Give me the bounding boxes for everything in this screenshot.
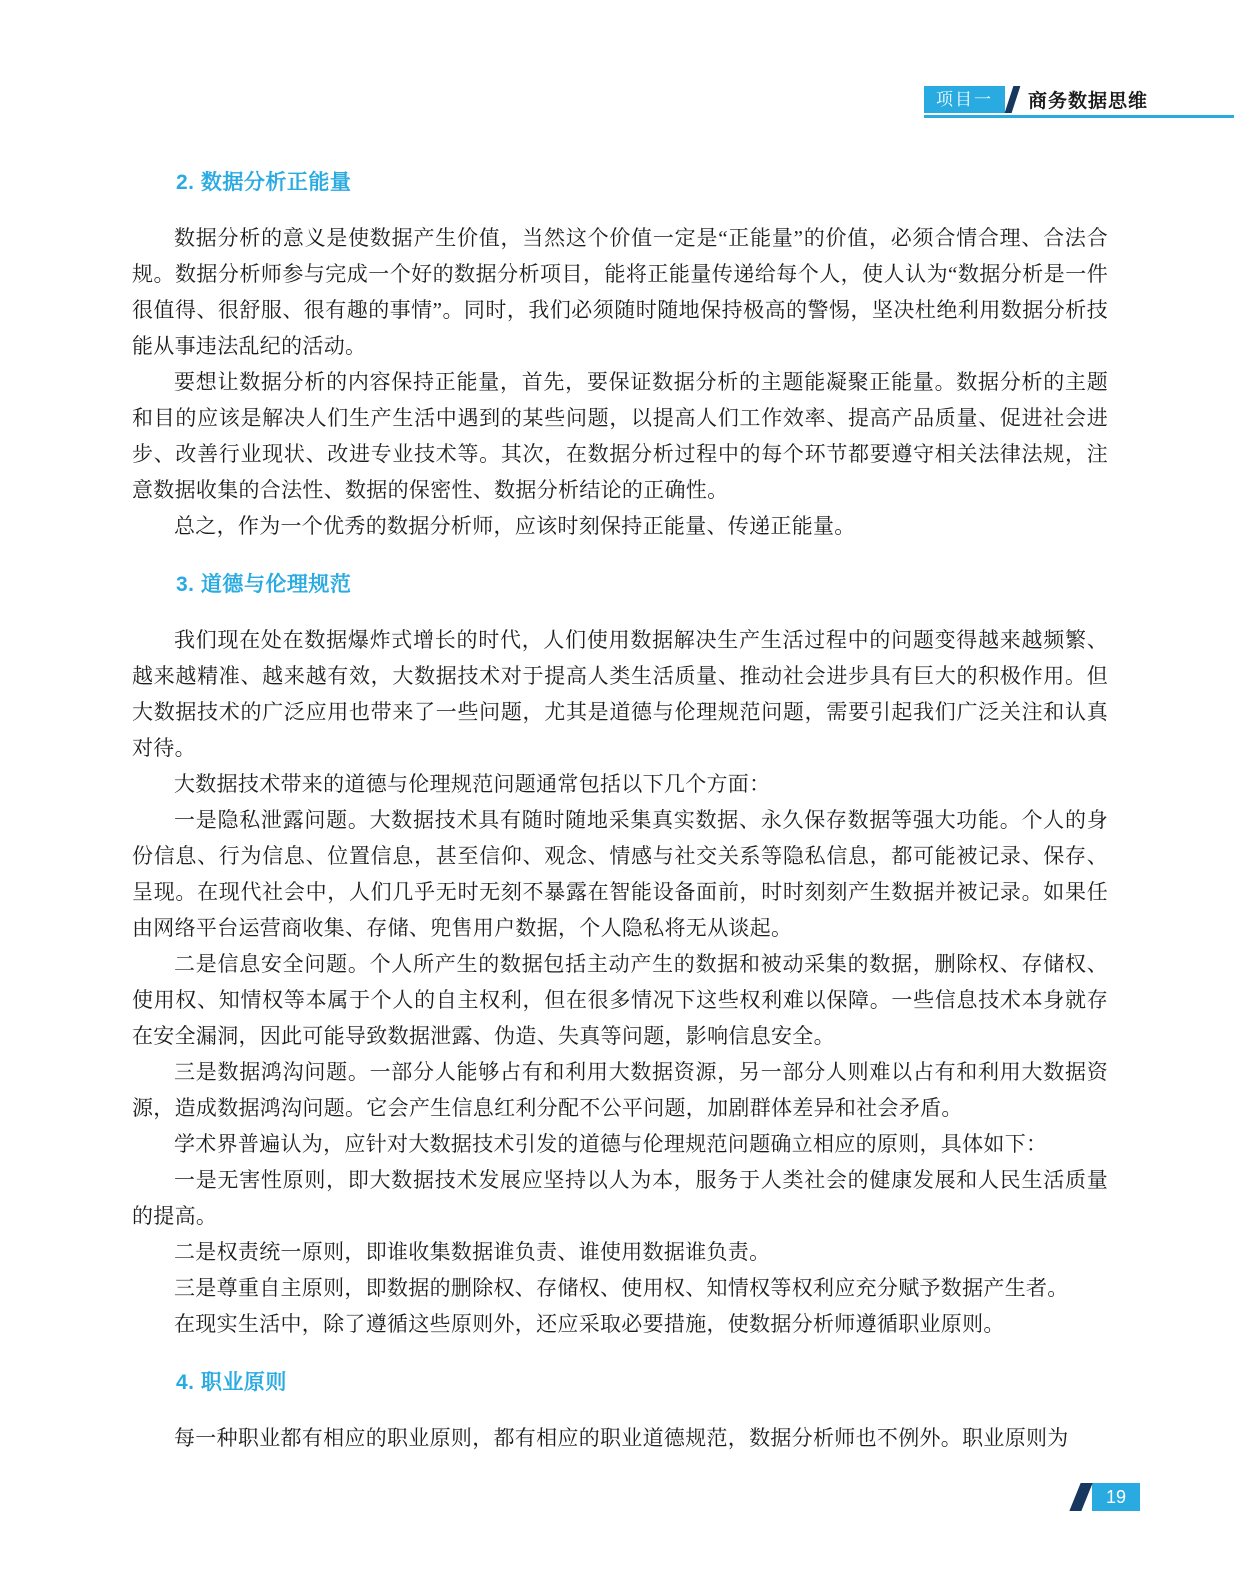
paragraph: 一是无害性原则，即大数据技术发展应坚持以人为本，服务于人类社会的健康发展和人民生活质量的提高。 [132, 1168, 1108, 1228]
badge-notch-icon [1005, 86, 1021, 113]
paragraph: 我们现在处在数据爆炸式增长的时代，人们使用数据解决生产生活过程中的问题变得越来越频繁、越来越精准、越来越有效，大数据技术对于提高人类生活质量、推动社会进步具有巨大的积极作用。但大数据技术的广泛应用也带来了一些问题，尤其是道德与伦理规范问题，需要引起我们广泛关注和认真对待。 [132, 628, 1108, 760]
page-header [924, 86, 1234, 120]
paragraph: 大数据技术带来的道德与伦理规范问题通常包括以下几个方面： [174, 772, 771, 796]
paragraph: 在现实生活中，除了遵循这些原则外，还应采取必要措施，使数据分析师遵循职业原则。 [174, 1312, 1005, 1336]
paragraph: 二是信息安全问题。个人所产生的数据包括主动产生的数据和被动采集的数据，删除权、存储权、使用权、知情权等本属于个人的自主权利，但在很多情况下这些权利难以保障。一些信息技术本身就存在安全漏洞，因此可能导致数据泄露、伪造、失真等问题，影响信息安全。 [132, 952, 1108, 1048]
paragraph: 数据分析的意义是使数据产生价值，当然这个价值一定是“正能量”的价值，必须合情合理、合法合规。数据分析师参与完成一个好的数据分析项目，能将正能量传递给每个人，使人认为“数据分析是一件很值得、很舒服、很有趣的事情”。同时，我们必须随时随地保持极高的警惕，坚决杜绝利用数据分析技能从事违法乱纪的活动。 [132, 226, 1108, 358]
paragraph: 一是隐私泄露问题。大数据技术具有随时随地采集真实数据、永久保存数据等强大功能。个人的身份信息、行为信息、位置信息，甚至信仰、观念、情感与社交关系等隐私信息，都可能被记录、保存、呈现。在现代社会中，人们几乎无时无刻不暴露在智能设备面前，时时刻刻产生数据并被记录。如果任由网络平台运营商收集、存储、兜售用户数据，个人隐私将无从谈起。 [132, 808, 1108, 940]
paragraph: 三是数据鸿沟问题。一部分人能够占有和利用大数据资源，另一部分人则难以占有和利用大数据资源，造成数据鸿沟问题。它会产生信息红利分配不公平问题，加剧群体差异和社会矛盾。 [132, 1060, 1108, 1120]
paragraph: 二是权责统一原则，即谁收集数据谁负责、谁使用数据谁负责。 [174, 1240, 771, 1264]
section-heading-3: 3. 道德与伦理规范 [176, 573, 352, 596]
page-content [132, 160, 1108, 1456]
paragraph: 总之，作为一个优秀的数据分析师，应该时刻保持正能量、传递正能量。 [174, 514, 856, 538]
section-heading-2: 2. 数据分析正能量 [176, 171, 352, 194]
page-number: 19 [1092, 1483, 1140, 1511]
paragraph: 三是尊重自主原则，即数据的删除权、存储权、使用权、知情权等权利应充分赋予数据产生者。 [174, 1276, 1069, 1300]
page-footer [1075, 1483, 1140, 1511]
page-number-slash-icon [1069, 1483, 1092, 1511]
chapter-badge: 项目一 [924, 86, 1005, 113]
paragraph: 要想让数据分析的内容保持正能量，首先，要保证数据分析的主题能凝聚正能量。数据分析的主题和目的应该是解决人们生产生活中遇到的某些问题，以提高人们工作效率、提高产品质量、促进社会进步、改善行业现状、改进专业技术等。其次，在数据分析过程中的每个环节都要遵守相关法律法规，注意数据收集的合法性、数据的保密性、数据分析结论的正确性。 [132, 370, 1108, 502]
section-heading-4: 4. 职业原则 [176, 1371, 287, 1394]
header-title: 商务数据思维 [1028, 91, 1149, 112]
paragraph: 每一种职业都有相应的职业原则，都有相应的职业道德规范，数据分析师也不例外。职业原则为 [174, 1426, 1069, 1450]
header-rule [924, 115, 1234, 118]
paragraph: 学术界普遍认为，应针对大数据技术引发的道德与伦理规范问题确立相应的原则，具体如下： [174, 1132, 1048, 1156]
header-row [924, 86, 1234, 113]
